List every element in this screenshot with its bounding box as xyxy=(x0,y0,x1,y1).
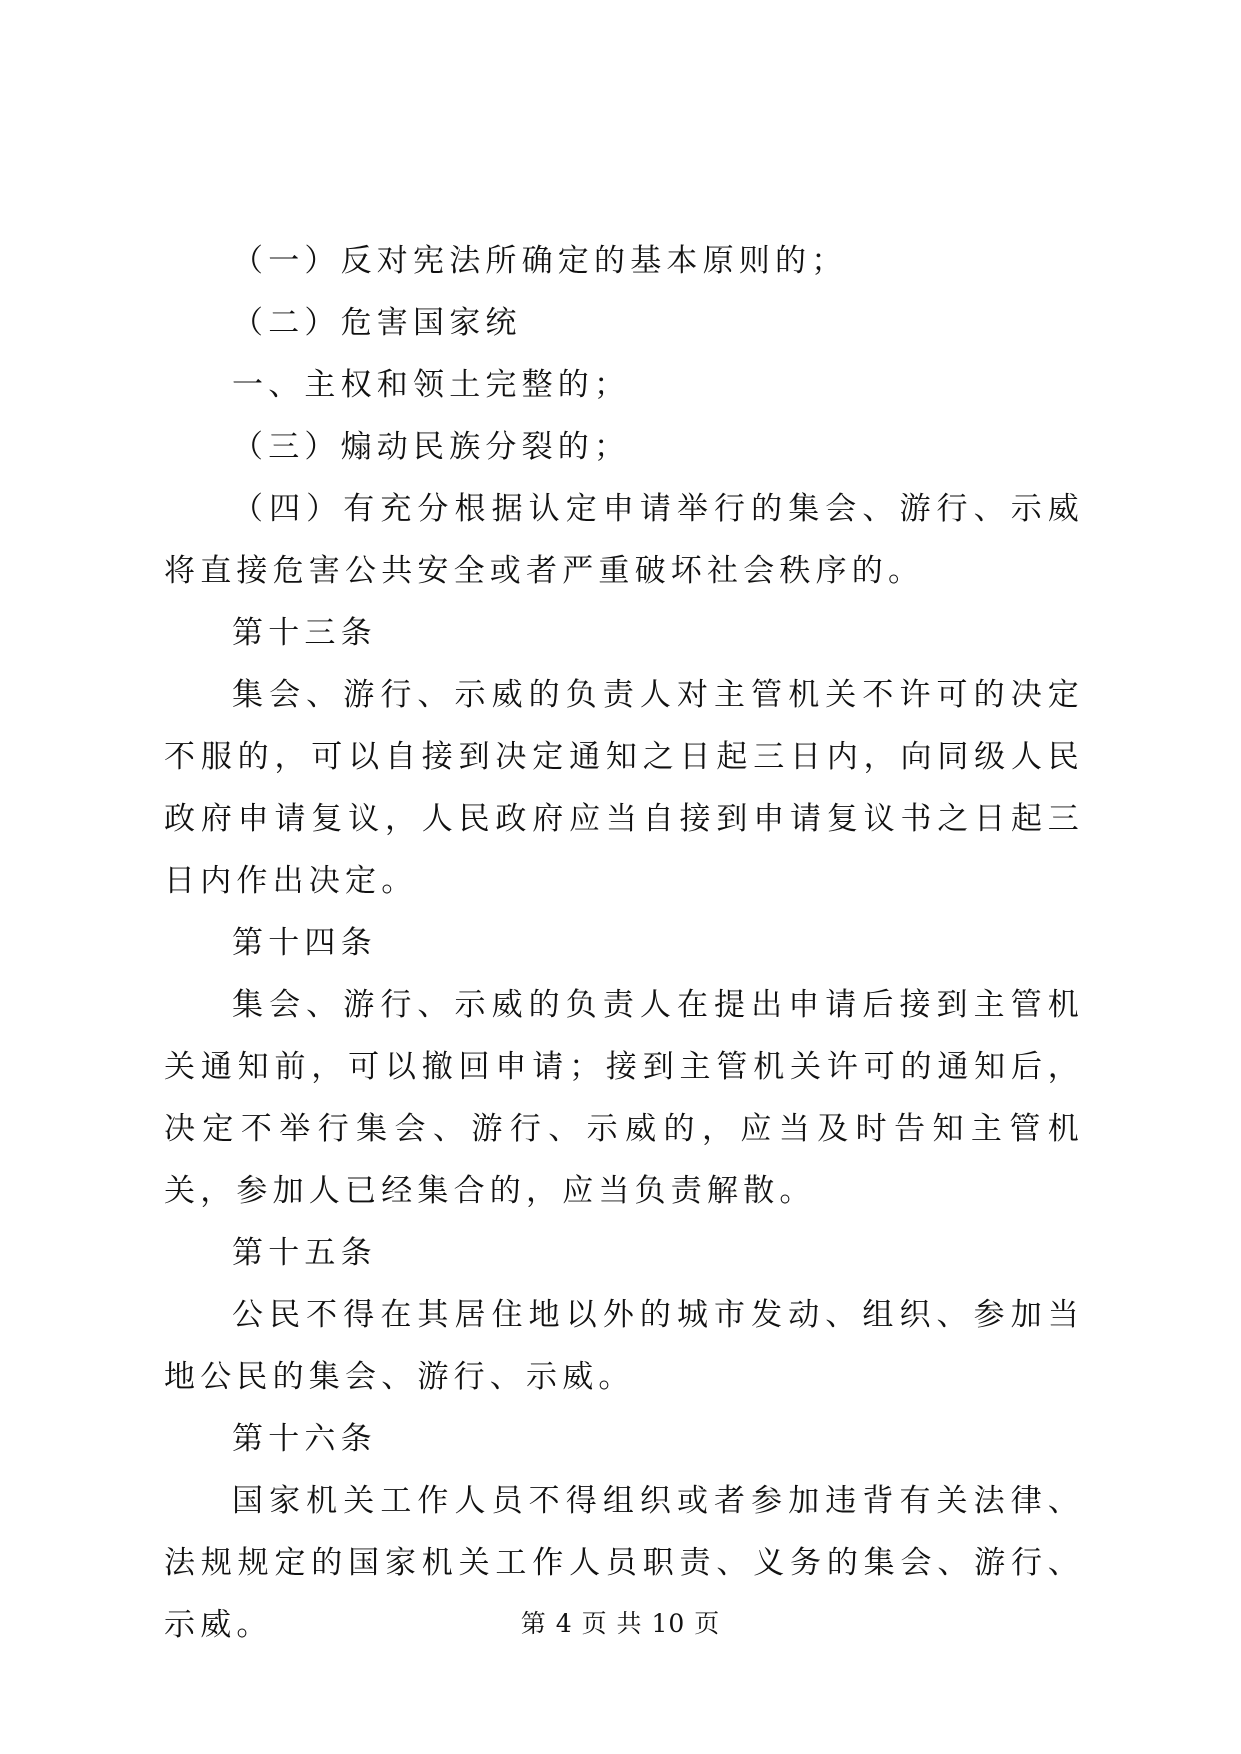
article-heading-16: 第十六条 xyxy=(232,1421,377,1457)
article-body-16: 国家机关工作人员不得组织或者参加违背有关法律、法规规定的国家机关工作人员职责、义务的集会、游行、示威。 xyxy=(164,1483,1084,1643)
paragraph-clause-4: （四）有充分根据认定申请举行的集会、游行、示威将直接危害公共安全或者严重破坏社会秩序的。 xyxy=(164,491,1084,589)
article-body-15: 公民不得在其居住地以外的城市发动、组织、参加当地公民的集会、游行、示威。 xyxy=(164,1297,1084,1395)
paragraph-clause-2: （二）危害国家统 xyxy=(232,305,522,341)
article-heading-13: 第十三条 xyxy=(232,615,377,651)
article-heading-15: 第十五条 xyxy=(232,1235,377,1271)
page-footer: 第 4 页 共 10 页 xyxy=(520,1609,721,1638)
article-body-14: 集会、游行、示威的负责人在提出申请后接到主管机关通知前，可以撤回申请；接到主管机关许可的通知后，决定不举行集会、游行、示威的，应当及时告知主管机关，参加人已经集合的，应当负责解散。 xyxy=(164,987,1084,1209)
article-body-13: 集会、游行、示威的负责人对主管机关不许可的决定不服的，可以自接到决定通知之日起三日内，向同级人民政府申请复议，人民政府应当自接到申请复议书之日起三日内作出决定。 xyxy=(164,677,1084,899)
document-body xyxy=(164,230,1084,1656)
article-heading-14: 第十四条 xyxy=(232,925,377,961)
paragraph-clause-1: （一）反对宪法所确定的基本原则的； xyxy=(232,243,848,279)
paragraph-clause-3: （三）煽动民族分裂的； xyxy=(232,429,631,465)
paragraph-clause-2-cont: 一、主权和领土完整的； xyxy=(232,367,631,403)
